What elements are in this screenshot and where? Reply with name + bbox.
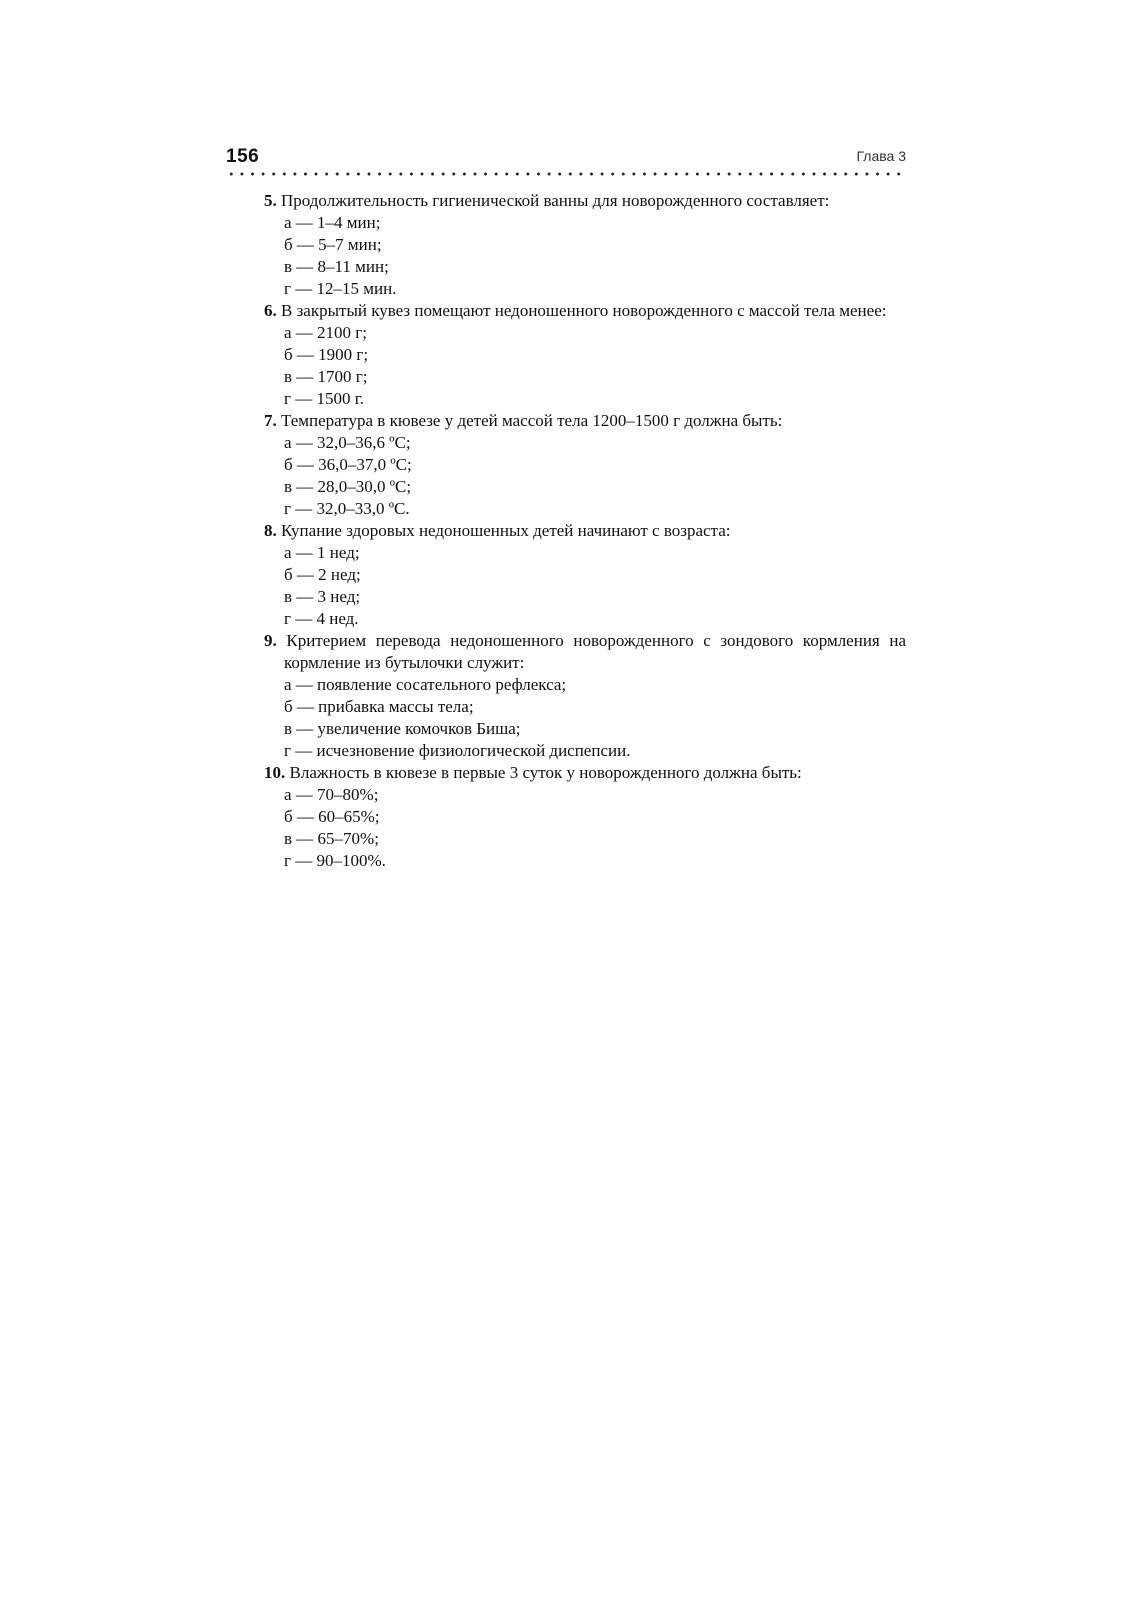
question-text [264, 762, 906, 784]
question-text [264, 520, 906, 542]
answer-options [284, 322, 906, 410]
answer-options [284, 674, 906, 762]
question-text [264, 630, 906, 674]
question-number: 7. [264, 411, 277, 430]
answer-option: а — 70–80%; [284, 785, 379, 804]
answer-option: г — 90–100%. [284, 851, 386, 870]
question-number: 9. [264, 631, 277, 650]
answer-option: а — 2100 г; [284, 323, 367, 342]
answer-option: а — появление сосательного рефлекса; [284, 675, 567, 694]
answer-option: в — 65–70%; [284, 829, 379, 848]
answer-option: б — 36,0–37,0 ºС; [284, 455, 412, 474]
answer-option: г — исчезновение физиологической диспепсии. [284, 741, 631, 760]
question-7 [264, 410, 906, 520]
chapter-label: Глава 3 [856, 148, 906, 164]
question-prompt: Купание здоровых недоношенных детей начинают с возраста: [281, 521, 731, 540]
question-text [264, 300, 906, 322]
answer-option: а — 32,0–36,6 ºС; [284, 433, 411, 452]
question-8 [264, 520, 906, 630]
question-prompt: В закрытый кувез помещают недоношенного новорожденного с массой тела менее: [281, 301, 887, 320]
answer-option: в — 3 нед; [284, 587, 361, 606]
page-number: 156 [226, 146, 260, 167]
answer-options [284, 542, 906, 630]
question-9 [264, 630, 906, 762]
question-prompt: Температура в кювезе у детей массой тела 1200–1500 г должна быть: [281, 411, 783, 430]
question-text [264, 190, 906, 212]
dotted-header-rule [226, 172, 906, 176]
question-number: 5. [264, 191, 277, 210]
question-text [264, 410, 906, 432]
question-list [264, 190, 906, 872]
answer-option: г — 12–15 мин. [284, 279, 397, 298]
answer-option: в — увеличение комочков Биша; [284, 719, 521, 738]
answer-option: б — прибавка массы тела; [284, 697, 474, 716]
question-prompt: Продолжительность гигиенической ванны для новорожденного составляет: [281, 191, 830, 210]
answer-option: а — 1–4 мин; [284, 213, 381, 232]
answer-options [284, 212, 906, 300]
answer-option: б — 2 нед; [284, 565, 361, 584]
question-number: 6. [264, 301, 277, 320]
answer-option: в — 1700 г; [284, 367, 368, 386]
question-6 [264, 300, 906, 410]
answer-option: а — 1 нед; [284, 543, 360, 562]
question-number: 10. [264, 763, 286, 782]
page-header [226, 144, 906, 180]
answer-options [284, 784, 906, 872]
question-prompt: Критерием перевода недоношенного новорожденного с зондового кормления на кормление из бутылочки служит: [284, 631, 906, 672]
answer-option: в — 8–11 мин; [284, 257, 389, 276]
answer-option: г — 1500 г. [284, 389, 365, 408]
answer-option: б — 5–7 мин; [284, 235, 382, 254]
answer-options [284, 432, 906, 520]
answer-option: б — 1900 г; [284, 345, 369, 364]
question-5 [264, 190, 906, 300]
answer-option: г — 32,0–33,0 ºС. [284, 499, 410, 518]
question-prompt: Влажность в кювезе в первые 3 суток у новорожденного должна быть: [289, 763, 802, 782]
answer-option: г — 4 нед. [284, 609, 359, 628]
question-number: 8. [264, 521, 277, 540]
answer-option: б — 60–65%; [284, 807, 380, 826]
question-10 [264, 762, 906, 872]
answer-option: в — 28,0–30,0 ºС; [284, 477, 412, 496]
